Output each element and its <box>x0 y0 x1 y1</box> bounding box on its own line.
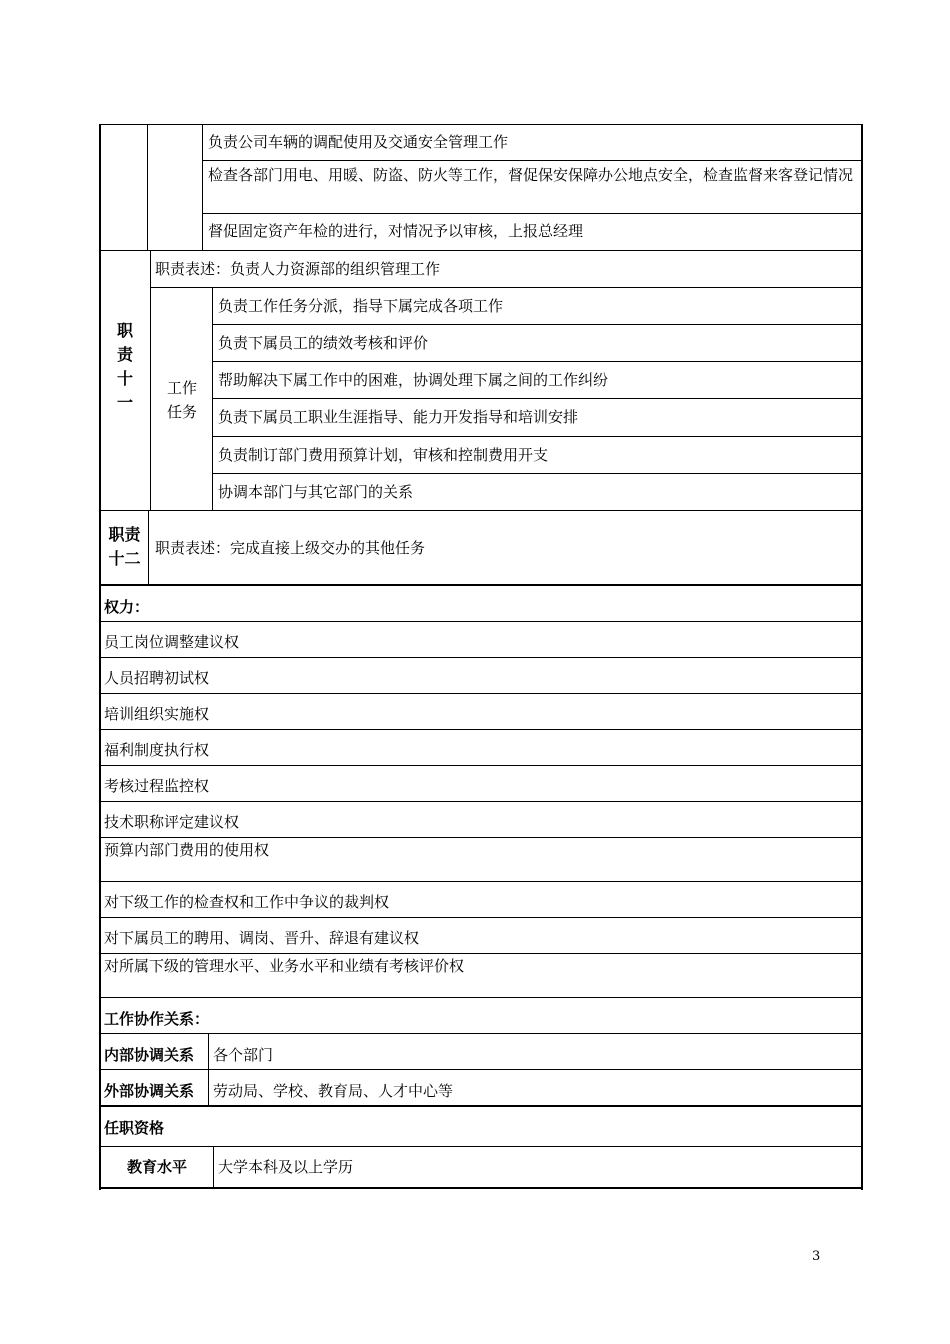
duty11-description: 职责表述：负责人力资源部的组织管理工作 <box>155 260 441 278</box>
top-task-3: 督促固定资产年检的进行，对情况予以审核，上报总经理 <box>208 222 584 240</box>
education-value: 大学本科及以上学历 <box>218 1158 354 1176</box>
authority-item-4: 福利制度执行权 <box>104 741 210 759</box>
authority-item-2: 人员招聘初试权 <box>104 669 210 687</box>
qualification-heading: 任职资格 <box>104 1119 165 1137</box>
authority-item-5: 考核过程监控权 <box>104 777 210 795</box>
duty11-task-label: 工作 任务 <box>166 379 197 421</box>
duty11-task-2: 负责下属员工的绩效考核和评价 <box>218 334 429 352</box>
external-value: 劳动局、学校、教育局、人才中心等 <box>213 1082 454 1100</box>
duty11-task-4: 负责下属员工职业生涯指导、能力开发指导和培训安排 <box>218 408 579 426</box>
duty12-description: 职责表述：完成直接上级交办的其他任务 <box>155 539 426 557</box>
top-task-2: 检查各部门用电、用暖、防盗、防火等工作，督促保安保障办公地点安全，检查监督来客登记情况 <box>208 166 854 184</box>
top-task-1: 负责公司车辆的调配使用及交通安全管理工作 <box>208 133 509 151</box>
authority-item-10: 对所属下级的管理水平、业务水平和业绩有考核评价权 <box>104 957 465 975</box>
authority-heading: 权力： <box>104 598 150 616</box>
education-label: 教育水平 <box>126 1158 187 1176</box>
duty11-task-3: 帮助解决下属工作中的困难，协调处理下属之间的工作纠纷 <box>218 371 609 389</box>
authority-item-3: 培训组织实施权 <box>104 705 210 723</box>
duty11-task-6: 协调本部门与其它部门的关系 <box>218 483 414 501</box>
duty12-label: 职责 十二 <box>108 525 141 568</box>
duty11-task-5: 负责制订部门费用预算计划，审核和控制费用开支 <box>218 446 549 464</box>
duty11-label: 职 责 十 一 <box>116 321 133 412</box>
authority-item-8: 对下级工作的检查权和工作中争议的裁判权 <box>104 893 390 911</box>
authority-item-7: 预算内部门费用的使用权 <box>104 841 270 859</box>
duty11-task-1: 负责工作任务分派，指导下属完成各项工作 <box>218 297 504 315</box>
internal-label: 内部协调关系 <box>104 1046 195 1064</box>
authority-item-1: 员工岗位调整建议权 <box>104 633 240 651</box>
authority-item-9: 对下属员工的聘用、调岗、晋升、辞退有建议权 <box>104 929 420 947</box>
authority-item-6: 技术职称评定建议权 <box>104 813 240 831</box>
page-number: 3 <box>812 1249 821 1264</box>
table-top-border <box>99 124 863 125</box>
internal-value: 各个部门 <box>213 1046 274 1064</box>
cooperation-heading: 工作协作关系： <box>104 1010 210 1028</box>
external-label: 外部协调关系 <box>104 1082 195 1100</box>
